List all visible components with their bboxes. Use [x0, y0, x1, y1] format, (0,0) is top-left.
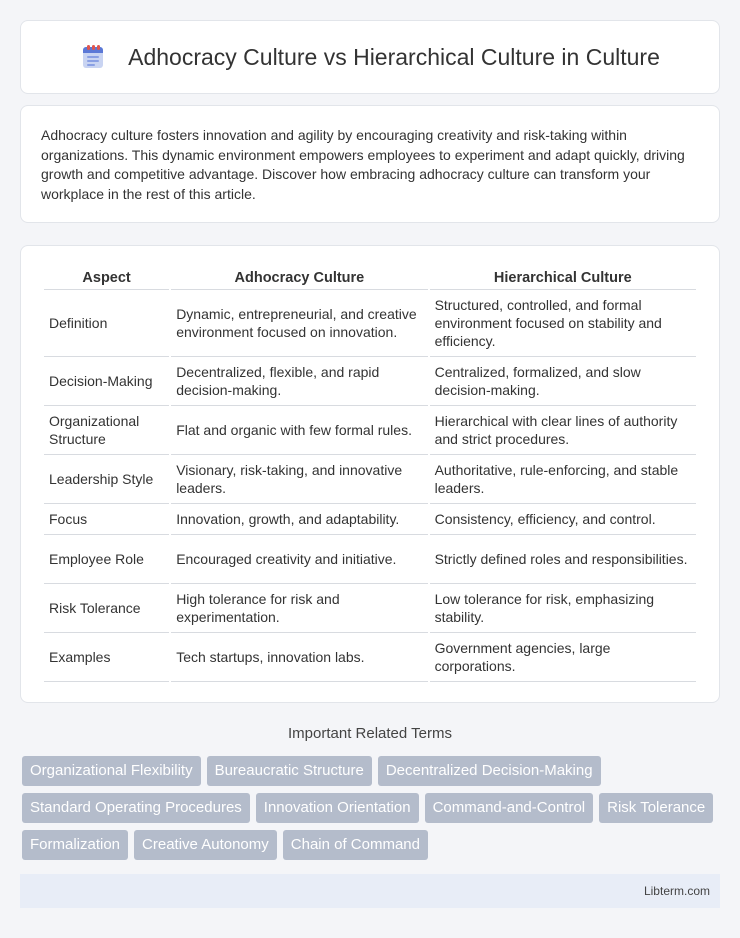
- tag-chain-of-command[interactable]: Chain of Command: [283, 830, 428, 860]
- row-adhocracy: Dynamic, entrepreneurial, and creative environment focused on innovation.: [171, 290, 427, 357]
- tag-command-and-control[interactable]: Command-and-Control: [425, 793, 594, 823]
- table-row: [44, 584, 696, 633]
- row-hierarchical: Authoritative, rule-enforcing, and stable leaders.: [430, 455, 696, 504]
- tag-organizational-flexibility[interactable]: Organizational Flexibility: [22, 756, 201, 786]
- row-hierarchical: Hierarchical with clear lines of authority and strict procedures.: [430, 406, 696, 455]
- row-aspect: Employee Role: [44, 535, 169, 584]
- table-header-row: [44, 266, 696, 290]
- row-hierarchical: Structured, controlled, and formal environment focused on stability and efficiency.: [430, 290, 696, 357]
- tag-standard-operating-procedures[interactable]: Standard Operating Procedures: [22, 793, 250, 823]
- row-hierarchical: Consistency, efficiency, and control.: [430, 504, 696, 535]
- row-adhocracy: Decentralized, flexible, and rapid decision-making.: [171, 357, 427, 406]
- table-row: [44, 406, 696, 455]
- row-hierarchical: Government agencies, large corporations.: [430, 633, 696, 682]
- comparison-table: [42, 266, 698, 682]
- tag-bureaucratic-structure[interactable]: Bureaucratic Structure: [207, 756, 372, 786]
- row-adhocracy: High tolerance for risk and experimentation.: [171, 584, 427, 633]
- intro-card: [20, 105, 720, 223]
- row-adhocracy: Encouraged creativity and initiative.: [171, 535, 427, 584]
- related-terms-list: [22, 756, 722, 860]
- row-aspect: Leadership Style: [44, 455, 169, 504]
- page-title: Adhocracy Culture vs Hierarchical Culture in Culture: [128, 43, 660, 70]
- footer: [20, 874, 720, 908]
- document-icon: [80, 44, 106, 70]
- table-row: [44, 633, 696, 682]
- table-row: [44, 535, 696, 584]
- tag-creative-autonomy[interactable]: Creative Autonomy: [134, 830, 277, 860]
- row-aspect: Definition: [44, 290, 169, 357]
- tag-formalization[interactable]: Formalization: [22, 830, 128, 860]
- footer-brand-link[interactable]: Libterm.com: [643, 884, 710, 898]
- row-aspect: Decision-Making: [44, 357, 169, 406]
- table-row: [44, 290, 696, 357]
- header-card: [20, 20, 720, 94]
- row-aspect: Organizational Structure: [44, 406, 169, 455]
- row-hierarchical: Centralized, formalized, and slow decision-making.: [430, 357, 696, 406]
- comparison-card: [20, 245, 720, 703]
- tag-decentralized-decision-making[interactable]: Decentralized Decision-Making: [378, 756, 601, 786]
- column-header-hierarchical: Hierarchical Culture: [430, 266, 696, 290]
- tag-innovation-orientation[interactable]: Innovation Orientation: [256, 793, 419, 823]
- row-adhocracy: Visionary, risk-taking, and innovative leaders.: [171, 455, 427, 504]
- tag-risk-tolerance[interactable]: Risk Tolerance: [599, 793, 713, 823]
- related-terms-title: Important Related Terms: [288, 725, 452, 742]
- row-adhocracy: Tech startups, innovation labs.: [171, 633, 427, 682]
- table-row: [44, 504, 696, 535]
- row-adhocracy: Flat and organic with few formal rules.: [171, 406, 427, 455]
- row-aspect: Risk Tolerance: [44, 584, 169, 633]
- row-hierarchical: Strictly defined roles and responsibilities.: [430, 535, 696, 584]
- intro-text: Adhocracy culture fosters innovation and agility by encouraging creativity and risk-taking within organizations. This dynamic environment empowers employees to experiment and adapt quickly, driving growth and competitive advantage. Discover how embracing adhocracy culture can transform your workplace in the rest of this article.: [41, 127, 685, 202]
- row-adhocracy: Innovation, growth, and adaptability.: [171, 504, 427, 535]
- row-aspect: Focus: [44, 504, 169, 535]
- column-header-adhocracy: Adhocracy Culture: [171, 266, 427, 290]
- column-header-aspect: Aspect: [44, 266, 169, 290]
- table-row: [44, 455, 696, 504]
- table-row: [44, 357, 696, 406]
- row-aspect: Examples: [44, 633, 169, 682]
- row-hierarchical: Low tolerance for risk, emphasizing stability.: [430, 584, 696, 633]
